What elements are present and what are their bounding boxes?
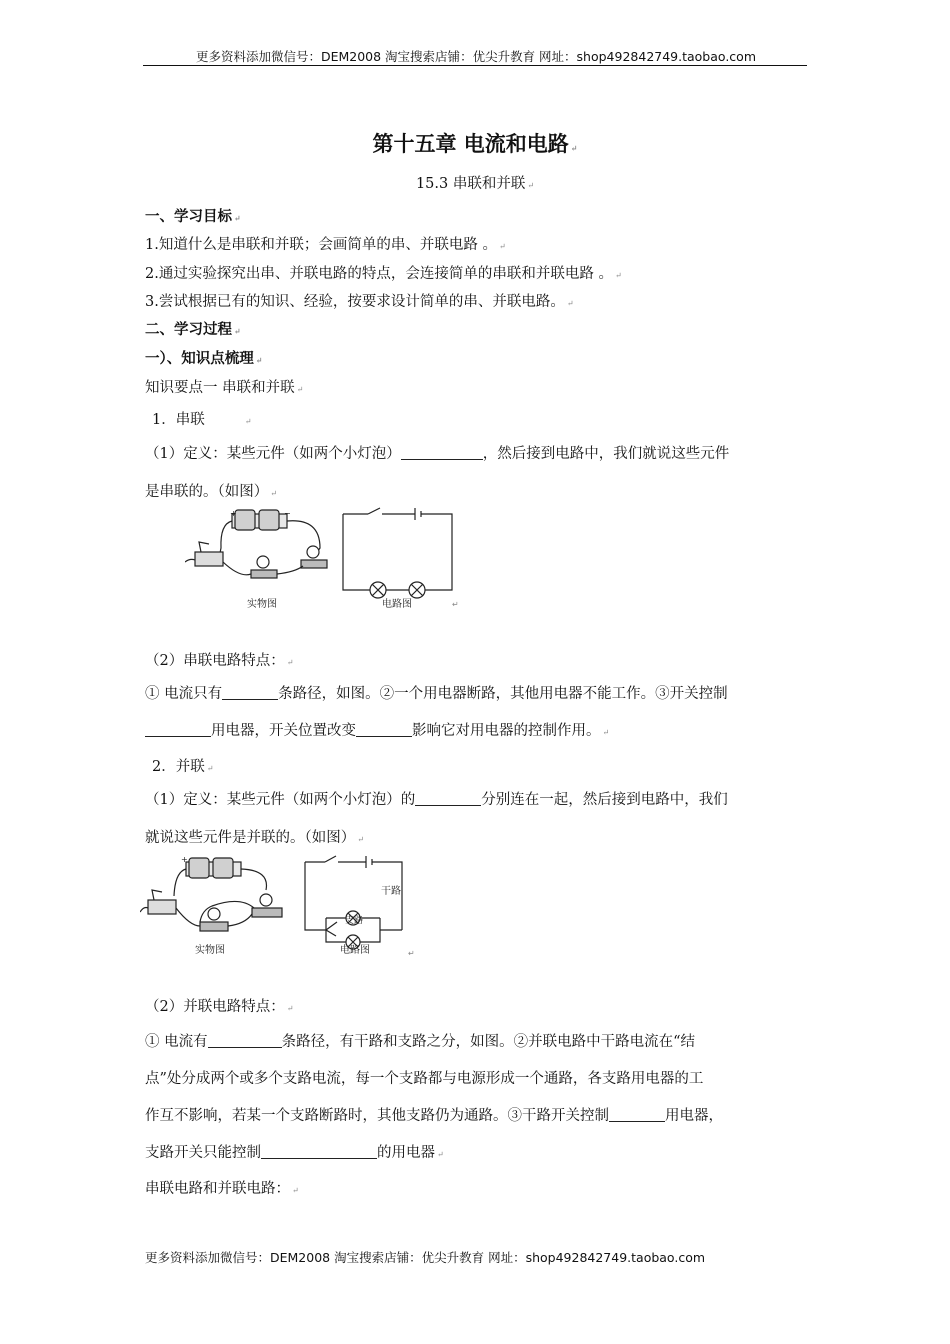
heading-knowledge: 一）、知识点梳理 ↵: [145, 350, 263, 367]
parallel-circuit-diagram: [305, 856, 402, 949]
chapter-title: 第十五章 电流和电路 ↵: [372, 131, 578, 156]
series-definition-line2: 是串联的。（如图） ↵: [145, 484, 277, 500]
svg-text:−: −: [284, 509, 291, 518]
header-rule: [143, 65, 807, 66]
series-title: 1．串联 ↵: [152, 412, 252, 428]
comparison-title: 串联电路和并联电路： ↵: [145, 1181, 299, 1197]
series-fig-label-right: 电路图: [382, 599, 412, 610]
series-features-title: （2）串联电路特点： ↵: [145, 653, 294, 669]
parallel-fig-label-trunk: 干路: [381, 886, 401, 897]
parallel-features-line1: ① 电流有 条路径，有干路和支路之分，如图。②并联电路中干路电流在“结: [145, 1034, 696, 1050]
parallel-real-picture: [140, 855, 282, 931]
knowledge-point-title: 知识要点一 串联和并联 ↵: [145, 380, 304, 396]
parallel-fig-label-branch: 支路: [345, 916, 364, 926]
svg-text:+: +: [230, 509, 237, 518]
parallel-features-line2: 点”处分成两个或多个支路电流，每一个支路都与电源形成一个通路，各支路用电器的工: [145, 1071, 704, 1087]
page-header: 更多资料添加微信号：DEM2008 淘宝搜索店铺：优尖升教育 网址：shop492842749.taobao.com: [195, 49, 757, 64]
series-real-picture: [185, 509, 327, 578]
series-fig-label-left: 实物图: [247, 599, 277, 610]
series-features-line2: 用电器，开关位置改变 影响它对用电器的控制作用。 ↵: [145, 719, 609, 740]
parallel-definition-line2: 就说这些元件是并联的。（如图） ↵: [145, 830, 364, 846]
section-subtitle: 15.3 串联和并联 ↵: [415, 176, 535, 192]
heading-goals: 一、学习目标 ↵: [145, 208, 241, 225]
parallel-title: 2．并联 ↵: [152, 759, 214, 775]
blank: [401, 445, 483, 460]
blank: [222, 685, 278, 700]
parallel-circuit-figure: [140, 850, 430, 965]
heading-process: 二、学习过程 ↵: [145, 321, 241, 338]
series-circuit-figure: [185, 500, 475, 615]
parallel-features-line3: 作互不影响，若某一个支路断路时，其他支路仍为通路。③干路开关控制 用电器，: [145, 1108, 723, 1124]
parallel-fig-label-left: 实物图: [195, 945, 225, 956]
blank: [145, 722, 211, 737]
svg-text:↵: ↵: [408, 949, 415, 958]
parallel-features-title: （2）并联电路特点： ↵: [145, 999, 294, 1015]
blank: [208, 1033, 282, 1048]
goal-3: 3.尝试根据已有的知识、经验，按要求设计简单的串、并联电路。 ↵: [145, 294, 574, 310]
goal-1: 1.知道什么是串联和并联；会画简单的串、并联电路 。 ↵: [145, 237, 506, 253]
series-circuit-diagram: [343, 508, 452, 598]
svg-text:↵: ↵: [452, 600, 459, 609]
parallel-fig-label-right: 电路图: [340, 945, 370, 956]
parallel-features-line4: 支路开关只能控制 的用电器 ↵: [145, 1145, 444, 1161]
blank: [356, 722, 412, 737]
goal-2: 2.通过实验探究出串、并联电路的特点，会连接简单的串联和并联电路 。 ↵: [145, 266, 622, 282]
svg-text:+: +: [181, 855, 188, 864]
series-definition-line1: （1）定义：某些元件（如两个小灯泡） ，然后接到电路中，我们就说这些元件: [145, 446, 730, 462]
blank: [261, 1144, 377, 1159]
blank: [415, 791, 481, 806]
blank: [609, 1107, 665, 1122]
page-footer: 更多资料添加微信号：DEM2008 淘宝搜索店铺：优尖升教育 网址：shop492842749.taobao.com: [145, 1250, 706, 1265]
series-features-line1: ① 电流只有 条路径，如图。②一个用电器断路，其他用电器不能工作。③开关控制: [145, 686, 728, 702]
parallel-definition-line1: （1）定义：某些元件（如两个小灯泡）的 分别连在一起，然后接到电路中，我们: [145, 792, 728, 808]
